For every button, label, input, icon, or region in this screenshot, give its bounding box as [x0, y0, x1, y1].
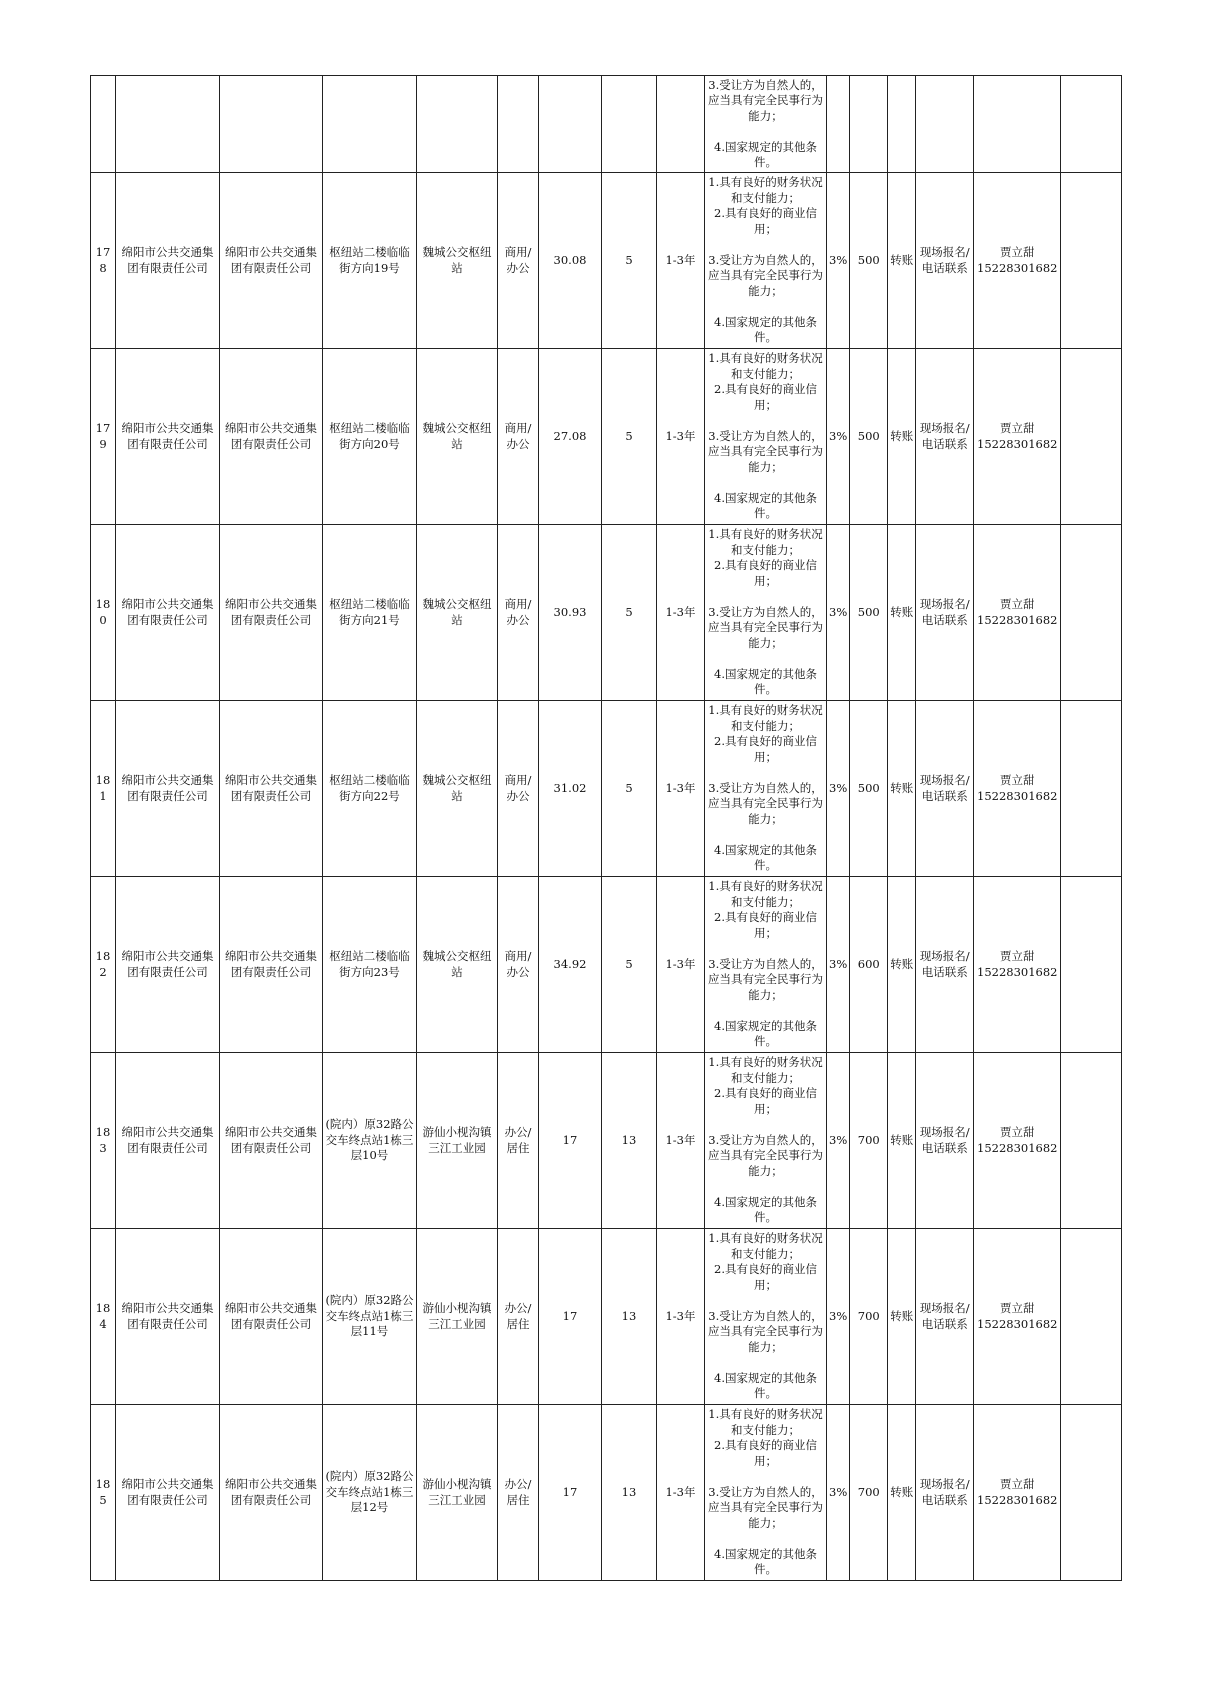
- cell-years: 13: [602, 1405, 657, 1581]
- requirement-line: 2.具有良好的商业信用；: [714, 910, 817, 940]
- cell-term: 1-3年: [657, 877, 705, 1053]
- cell-location: 魏城公交枢纽站: [417, 525, 498, 701]
- cell-requirements: [705, 173, 827, 349]
- cell-signup: 现场报名/电话联系: [916, 1229, 974, 1405]
- table-body: [91, 76, 1122, 1581]
- table-row: [91, 1229, 1122, 1405]
- cell-location: 魏城公交枢纽站: [417, 173, 498, 349]
- cell-location: 魏城公交枢纽站: [417, 701, 498, 877]
- cell-contact: [974, 349, 1061, 525]
- cell-payment: 转账: [888, 173, 916, 349]
- cell-transferor: 绵阳市公共交通集团有限责任公司: [116, 701, 220, 877]
- cell-use: [498, 76, 539, 173]
- requirement-line: 1.具有良好的财务状况和支付能力；: [708, 175, 823, 205]
- cell-term: 1-3年: [657, 349, 705, 525]
- cell-payment: 转账: [888, 1405, 916, 1581]
- cell-payment: 转账: [888, 525, 916, 701]
- requirement-gap: [708, 1003, 823, 1019]
- table-row: [91, 349, 1122, 525]
- cell-owner: 绵阳市公共交通集团有限责任公司: [220, 1229, 323, 1405]
- cell-owner: 绵阳市公共交通集团有限责任公司: [220, 1053, 323, 1229]
- requirement-gap: [708, 299, 823, 315]
- requirement-line: 3.受让方为自然人的，应当具有完全民事行为能力；: [708, 780, 823, 826]
- requirement-gap: [708, 1179, 823, 1195]
- table-row: [91, 877, 1122, 1053]
- cell-location: 魏城公交枢纽站: [417, 349, 498, 525]
- cell-term: 1-3年: [657, 1053, 705, 1229]
- cell-price: 700: [850, 1405, 888, 1581]
- cell-owner: 绵阳市公共交通集团有限责任公司: [220, 701, 323, 877]
- cell-owner: [220, 76, 323, 173]
- cell-remark: [1061, 525, 1122, 701]
- requirement-line: 4.国家规定的其他条件。: [714, 1370, 817, 1401]
- cell-price: 600: [850, 877, 888, 1053]
- contact-phone: 15228301682: [977, 964, 1058, 979]
- cell-transferor: 绵阳市公共交通集团有限责任公司: [116, 525, 220, 701]
- cell-owner: 绵阳市公共交通集团有限责任公司: [220, 525, 323, 701]
- requirement-line: 1.具有良好的财务状况和支付能力；: [708, 527, 823, 557]
- cell-use: 商用/办公: [498, 173, 539, 349]
- cell-term: [657, 76, 705, 173]
- requirement-gap: [708, 1531, 823, 1547]
- cell-contact: [974, 1405, 1061, 1581]
- cell-area: 30.93: [539, 525, 602, 701]
- cell-contact: [974, 701, 1061, 877]
- contact-phone: 15228301682: [977, 1316, 1058, 1331]
- table-row: [91, 525, 1122, 701]
- table-row: [91, 1053, 1122, 1229]
- cell-price: 500: [850, 525, 888, 701]
- cell-remark: [1061, 701, 1122, 877]
- cell-use: 商用/办公: [498, 349, 539, 525]
- cell-deposit-rate: 3%: [827, 1405, 850, 1581]
- cell-area: 34.92: [539, 877, 602, 1053]
- cell-requirements: [705, 877, 827, 1053]
- cell-contact: [974, 877, 1061, 1053]
- cell-signup: 现场报名/电话联系: [916, 525, 974, 701]
- cell-owner: 绵阳市公共交通集团有限责任公司: [220, 1405, 323, 1581]
- contact-name: 贾立甜: [1000, 245, 1035, 259]
- cell-years: 5: [602, 877, 657, 1053]
- cell-name: 枢纽站二楼临临街方向20号: [323, 349, 417, 525]
- cell-payment: 转账: [888, 701, 916, 877]
- cell-deposit-rate: 3%: [827, 701, 850, 877]
- cell-transferor: 绵阳市公共交通集团有限责任公司: [116, 1405, 220, 1581]
- cell-years: 5: [602, 173, 657, 349]
- requirement-gap: [708, 1469, 823, 1485]
- requirement-gap: [708, 475, 823, 491]
- contact-name: 贾立甜: [1000, 1477, 1035, 1491]
- cell-area: 17: [539, 1229, 602, 1405]
- cell-deposit-rate: 3%: [827, 525, 850, 701]
- cell-requirements: [705, 349, 827, 525]
- contact-name: 贾立甜: [1000, 421, 1035, 435]
- table-row: [91, 701, 1122, 877]
- cell-contact: [974, 525, 1061, 701]
- requirement-line: 4.国家规定的其他条件。: [714, 842, 817, 873]
- cell-use: 商用/办公: [498, 701, 539, 877]
- cell-name: (院内）原32路公交车终点站1栋三层12号: [323, 1405, 417, 1581]
- asset-lease-table: [90, 75, 1122, 1581]
- cell-signup: 现场报名/电话联系: [916, 701, 974, 877]
- cell-no: 182: [91, 877, 116, 1053]
- contact-name: 贾立甜: [1000, 949, 1035, 963]
- cell-signup: 现场报名/电话联系: [916, 349, 974, 525]
- requirement-line: 1.具有良好的财务状况和支付能力；: [708, 1055, 823, 1085]
- cell-requirements: [705, 1229, 827, 1405]
- cell-signup: 现场报名/电话联系: [916, 1053, 974, 1229]
- cell-area: [539, 76, 602, 173]
- cell-transferor: 绵阳市公共交通集团有限责任公司: [116, 349, 220, 525]
- cell-area: 17: [539, 1405, 602, 1581]
- cell-payment: [888, 76, 916, 173]
- requirement-line: 4.国家规定的其他条件。: [714, 490, 817, 521]
- cell-remark: [1061, 877, 1122, 1053]
- cell-name: 枢纽站二楼临临街方向22号: [323, 701, 417, 877]
- cell-owner: 绵阳市公共交通集团有限责任公司: [220, 173, 323, 349]
- cell-remark: [1061, 76, 1122, 173]
- requirement-line: 1.具有良好的财务状况和支付能力；: [708, 351, 823, 381]
- cell-no: 183: [91, 1053, 116, 1229]
- contact-phone: 15228301682: [977, 1140, 1058, 1155]
- requirement-gap: [708, 1355, 823, 1371]
- cell-payment: 转账: [888, 1229, 916, 1405]
- cell-contact: [974, 76, 1061, 173]
- cell-transferor: 绵阳市公共交通集团有限责任公司: [116, 877, 220, 1053]
- cell-name: 枢纽站二楼临临街方向21号: [323, 525, 417, 701]
- requirement-gap: [708, 237, 823, 253]
- requirement-gap: [708, 413, 823, 429]
- requirement-gap: [708, 124, 823, 140]
- requirement-line: 2.具有良好的商业信用；: [714, 206, 817, 236]
- requirement-line: 2.具有良好的商业信用；: [714, 734, 817, 764]
- cell-no: 184: [91, 1229, 116, 1405]
- requirement-line: 3.受让方为自然人的，应当具有完全民事行为能力；: [708, 1308, 823, 1354]
- cell-area: 30.08: [539, 173, 602, 349]
- contact-name: 贾立甜: [1000, 773, 1035, 787]
- cell-years: 5: [602, 525, 657, 701]
- cell-remark: [1061, 173, 1122, 349]
- cell-no: 179: [91, 349, 116, 525]
- cell-requirements: [705, 1053, 827, 1229]
- cell-term: 1-3年: [657, 1405, 705, 1581]
- cell-requirements: [705, 1405, 827, 1581]
- cell-no: 178: [91, 173, 116, 349]
- cell-price: 500: [850, 701, 888, 877]
- cell-transferor: 绵阳市公共交通集团有限责任公司: [116, 1053, 220, 1229]
- requirement-line: 4.国家规定的其他条件。: [714, 139, 817, 169]
- cell-payment: 转账: [888, 1053, 916, 1229]
- cell-no: 185: [91, 1405, 116, 1581]
- cell-no: 181: [91, 701, 116, 877]
- cell-area: 31.02: [539, 701, 602, 877]
- contact-phone: 15228301682: [977, 436, 1058, 451]
- cell-deposit-rate: 3%: [827, 1229, 850, 1405]
- cell-name: (院内）原32路公交车终点站1栋三层11号: [323, 1229, 417, 1405]
- cell-signup: 现场报名/电话联系: [916, 877, 974, 1053]
- cell-contact: [974, 1229, 1061, 1405]
- cell-term: 1-3年: [657, 525, 705, 701]
- requirement-gap: [708, 1117, 823, 1133]
- cell-deposit-rate: [827, 76, 850, 173]
- cell-location: 游仙小枧沟镇三江工业园: [417, 1053, 498, 1229]
- requirement-gap: [708, 1293, 823, 1309]
- requirement-line: 4.国家规定的其他条件。: [714, 666, 817, 697]
- table-row: [91, 173, 1122, 349]
- requirement-line: 3.受让方为自然人的，应当具有完全民事行为能力；: [708, 77, 823, 123]
- cell-requirements: [705, 76, 827, 173]
- contact-name: 贾立甜: [1000, 1125, 1035, 1139]
- cell-years: 5: [602, 349, 657, 525]
- cell-years: 13: [602, 1053, 657, 1229]
- requirement-line: 2.具有良好的商业信用；: [714, 1438, 817, 1468]
- cell-location: 游仙小枧沟镇三江工业园: [417, 1405, 498, 1581]
- cell-remark: [1061, 1405, 1122, 1581]
- cell-owner: 绵阳市公共交通集团有限责任公司: [220, 349, 323, 525]
- cell-deposit-rate: 3%: [827, 1053, 850, 1229]
- cell-term: 1-3年: [657, 701, 705, 877]
- cell-use: 商用/办公: [498, 877, 539, 1053]
- cell-deposit-rate: 3%: [827, 349, 850, 525]
- requirement-line: 3.受让方为自然人的，应当具有完全民事行为能力；: [708, 956, 823, 1002]
- cell-name: 枢纽站二楼临临街方向19号: [323, 173, 417, 349]
- cell-price: [850, 76, 888, 173]
- requirement-line: 2.具有良好的商业信用；: [714, 1262, 817, 1292]
- cell-name: [323, 76, 417, 173]
- requirement-line: 3.受让方为自然人的，应当具有完全民事行为能力；: [708, 1484, 823, 1530]
- requirement-line: 2.具有良好的商业信用；: [714, 382, 817, 412]
- requirement-line: 4.国家规定的其他条件。: [714, 1546, 817, 1577]
- requirement-gap: [708, 651, 823, 667]
- cell-deposit-rate: 3%: [827, 173, 850, 349]
- requirement-gap: [708, 827, 823, 843]
- cell-no: 180: [91, 525, 116, 701]
- cell-transferor: 绵阳市公共交通集团有限责任公司: [116, 1229, 220, 1405]
- cell-signup: [916, 76, 974, 173]
- cell-term: 1-3年: [657, 173, 705, 349]
- cell-requirements: [705, 525, 827, 701]
- requirement-line: 2.具有良好的商业信用；: [714, 558, 817, 588]
- requirement-line: 1.具有良好的财务状况和支付能力；: [708, 879, 823, 909]
- cell-price: 500: [850, 173, 888, 349]
- cell-deposit-rate: 3%: [827, 877, 850, 1053]
- table-row: [91, 1405, 1122, 1581]
- requirement-line: 4.国家规定的其他条件。: [714, 1194, 817, 1225]
- cell-price: 500: [850, 349, 888, 525]
- table-row-continued: [91, 76, 1122, 173]
- cell-area: 27.08: [539, 349, 602, 525]
- contact-name: 贾立甜: [1000, 1301, 1035, 1315]
- cell-location: 魏城公交枢纽站: [417, 877, 498, 1053]
- cell-requirements: [705, 701, 827, 877]
- cell-years: 13: [602, 1229, 657, 1405]
- cell-use: 办公/居住: [498, 1405, 539, 1581]
- cell-name: 枢纽站二楼临临街方向23号: [323, 877, 417, 1053]
- requirement-line: 3.受让方为自然人的，应当具有完全民事行为能力；: [708, 1132, 823, 1178]
- requirement-line: 3.受让方为自然人的，应当具有完全民事行为能力；: [708, 604, 823, 650]
- cell-contact: [974, 173, 1061, 349]
- requirement-line: 1.具有良好的财务状况和支付能力；: [708, 703, 823, 733]
- requirement-line: 2.具有良好的商业信用；: [714, 1086, 817, 1116]
- cell-owner: 绵阳市公共交通集团有限责任公司: [220, 877, 323, 1053]
- cell-remark: [1061, 349, 1122, 525]
- cell-use: 办公/居住: [498, 1229, 539, 1405]
- contact-phone: 15228301682: [977, 612, 1058, 627]
- cell-location: 游仙小枧沟镇三江工业园: [417, 1229, 498, 1405]
- requirement-gap: [708, 941, 823, 957]
- contact-phone: 15228301682: [977, 788, 1058, 803]
- contact-name: 贾立甜: [1000, 597, 1035, 611]
- cell-remark: [1061, 1053, 1122, 1229]
- cell-signup: 现场报名/电话联系: [916, 1405, 974, 1581]
- cell-area: 17: [539, 1053, 602, 1229]
- cell-name: (院内）原32路公交车终点站1栋三层10号: [323, 1053, 417, 1229]
- cell-contact: [974, 1053, 1061, 1229]
- contact-phone: 15228301682: [977, 1492, 1058, 1507]
- cell-no: [91, 76, 116, 173]
- requirement-line: 3.受让方为自然人的，应当具有完全民事行为能力；: [708, 252, 823, 298]
- requirement-line: 1.具有良好的财务状况和支付能力；: [708, 1231, 823, 1261]
- cell-term: 1-3年: [657, 1229, 705, 1405]
- cell-transferor: 绵阳市公共交通集团有限责任公司: [116, 173, 220, 349]
- cell-price: 700: [850, 1053, 888, 1229]
- requirement-gap: [708, 589, 823, 605]
- requirement-line: 4.国家规定的其他条件。: [714, 314, 817, 345]
- cell-transferor: [116, 76, 220, 173]
- cell-price: 700: [850, 1229, 888, 1405]
- cell-use: 办公/居住: [498, 1053, 539, 1229]
- requirement-line: 3.受让方为自然人的，应当具有完全民事行为能力；: [708, 428, 823, 474]
- requirement-gap: [708, 765, 823, 781]
- cell-use: 商用/办公: [498, 525, 539, 701]
- contact-phone: 15228301682: [977, 260, 1058, 275]
- cell-location: [417, 76, 498, 173]
- cell-remark: [1061, 1229, 1122, 1405]
- requirement-line: 4.国家规定的其他条件。: [714, 1018, 817, 1049]
- cell-payment: 转账: [888, 877, 916, 1053]
- cell-signup: 现场报名/电话联系: [916, 173, 974, 349]
- requirement-line: 1.具有良好的财务状况和支付能力；: [708, 1407, 823, 1437]
- cell-years: 5: [602, 701, 657, 877]
- cell-years: [602, 76, 657, 173]
- cell-payment: 转账: [888, 349, 916, 525]
